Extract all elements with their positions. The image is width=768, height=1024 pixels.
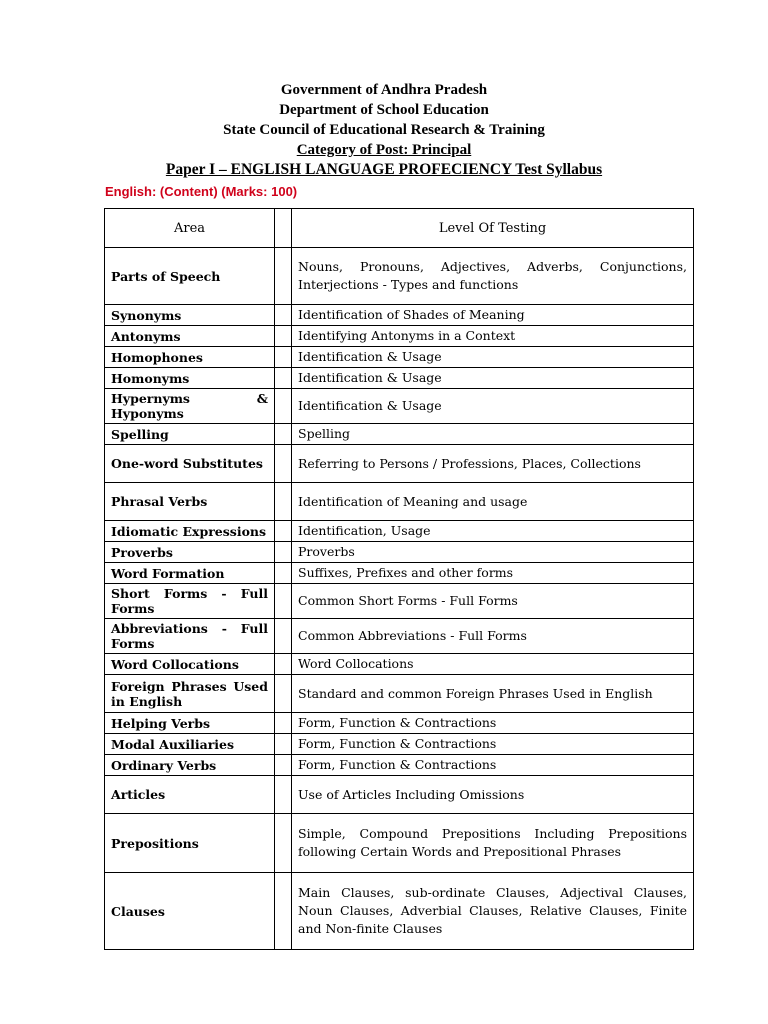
row-level: Identification of Shades of Meaning [292, 305, 694, 326]
row-level: Form, Function & Contractions [292, 734, 694, 755]
row-area: Phrasal Verbs [105, 483, 275, 521]
row-area: Proverbs [105, 542, 275, 563]
row-level: Identification of Meaning and usage [292, 483, 694, 521]
row-spacer [275, 584, 292, 619]
row-area: Foreign Phrases Used in English [105, 675, 275, 713]
table-row [105, 713, 694, 734]
table-row [105, 776, 694, 814]
table-row [105, 675, 694, 713]
row-area: Synonyms [105, 305, 275, 326]
table-row [105, 347, 694, 368]
row-level: Common Abbreviations - Full Forms [292, 619, 694, 654]
column-header-area: Area [105, 209, 275, 248]
table-row [105, 584, 694, 619]
table-body [105, 248, 694, 950]
column-header-spacer [275, 209, 292, 248]
row-area: Antonyms [105, 326, 275, 347]
row-area: Helping Verbs [105, 713, 275, 734]
row-level: Proverbs [292, 542, 694, 563]
row-spacer [275, 619, 292, 654]
row-area: Hypernyms & Hyponyms [105, 389, 275, 424]
column-header-level: Level Of Testing [292, 209, 694, 248]
table-row [105, 248, 694, 305]
table-row [105, 873, 694, 950]
row-area: Clauses [105, 873, 275, 950]
header-government: Government of Andhra Pradesh [280, 82, 488, 98]
row-spacer [275, 305, 292, 326]
table-row [105, 326, 694, 347]
table-row [105, 445, 694, 483]
row-level: Identification & Usage [292, 389, 694, 424]
table-row [105, 654, 694, 675]
table-row [105, 734, 694, 755]
table-row [105, 814, 694, 873]
row-level: Identification & Usage [292, 368, 694, 389]
row-spacer [275, 542, 292, 563]
row-area: Word Formation [105, 563, 275, 584]
table-row [105, 542, 694, 563]
row-level: Standard and common Foreign Phrases Used in English [292, 675, 694, 713]
row-level: Identification, Usage [292, 521, 694, 542]
row-area: Short Forms - Full Forms [105, 584, 275, 619]
header-council: State Council of Educational Research & Training [223, 122, 545, 138]
section-subhead: English: (Content) (Marks: 100) [105, 184, 298, 199]
row-level: Main Clauses, sub-ordinate Clauses, Adjectival Clauses, Noun Clauses, Adverbial Clauses, Relative Clauses, Finite and Non-finite Clauses [292, 873, 694, 950]
row-area: One-word Substitutes [105, 445, 275, 483]
row-level: Form, Function & Contractions [292, 713, 694, 734]
row-level: Suffixes, Prefixes and other forms [292, 563, 694, 584]
row-area: Articles [105, 776, 275, 814]
table-row [105, 389, 694, 424]
table-row [105, 368, 694, 389]
row-area: Ordinary Verbs [105, 755, 275, 776]
table-row [105, 563, 694, 584]
row-level: Identification & Usage [292, 347, 694, 368]
document-header [0, 80, 768, 180]
table-row [105, 424, 694, 445]
table-row [105, 305, 694, 326]
row-level: Referring to Persons / Professions, Places, Collections [292, 445, 694, 483]
row-level: Nouns, Pronouns, Adjectives, Adverbs, Conjunctions, Interjections - Types and functions [292, 248, 694, 305]
row-spacer [275, 675, 292, 713]
row-spacer [275, 734, 292, 755]
row-area: Parts of Speech [105, 248, 275, 305]
row-level: Form, Function & Contractions [292, 755, 694, 776]
row-spacer [275, 713, 292, 734]
row-spacer [275, 248, 292, 305]
row-spacer [275, 873, 292, 950]
row-area: Homonyms [105, 368, 275, 389]
row-spacer [275, 445, 292, 483]
row-spacer [275, 389, 292, 424]
row-spacer [275, 521, 292, 542]
table-row [105, 483, 694, 521]
row-spacer [275, 483, 292, 521]
row-level: Simple, Compound Prepositions Including Prepositions following Certain Words and Prepositional Phrases [292, 814, 694, 873]
row-area: Prepositions [105, 814, 275, 873]
row-area: Homophones [105, 347, 275, 368]
table-row [105, 619, 694, 654]
row-area: Modal Auxiliaries [105, 734, 275, 755]
row-spacer [275, 814, 292, 873]
header-department: Department of School Education [279, 102, 489, 118]
row-spacer [275, 776, 292, 814]
row-area: Abbreviations - Full Forms [105, 619, 275, 654]
row-area: Idiomatic Expressions [105, 521, 275, 542]
row-spacer [275, 347, 292, 368]
row-spacer [275, 563, 292, 584]
row-spacer [275, 755, 292, 776]
syllabus-table [104, 208, 694, 950]
row-spacer [275, 654, 292, 675]
row-spacer [275, 368, 292, 389]
row-area: Word Collocations [105, 654, 275, 675]
row-spacer [275, 424, 292, 445]
header-category: Category of Post: Principal [296, 142, 472, 158]
row-level: Common Short Forms - Full Forms [292, 584, 694, 619]
row-level: Use of Articles Including Omissions [292, 776, 694, 814]
table-row [105, 755, 694, 776]
header-paper-title: Paper I – ENGLISH LANGUAGE PROFECIENCY Test Syllabus [165, 161, 603, 178]
row-level: Spelling [292, 424, 694, 445]
row-area: Spelling [105, 424, 275, 445]
row-level: Word Collocations [292, 654, 694, 675]
table-row [105, 521, 694, 542]
table-header-row [105, 209, 694, 248]
row-level: Identifying Antonyms in a Context [292, 326, 694, 347]
row-spacer [275, 326, 292, 347]
